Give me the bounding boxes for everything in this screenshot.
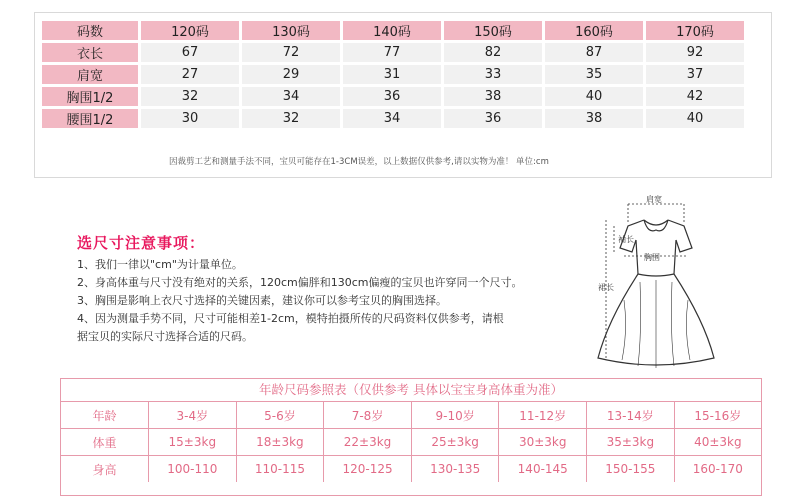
height-cell: 110-115 (236, 456, 324, 483)
note-item: 2、身高体重与尺寸没有绝对的关系，120cm偏胖和130cm偏瘦的宝贝也许穿同一个尺寸。 (77, 276, 523, 289)
height-cell: 140-145 (499, 456, 587, 483)
size-cell: 30 (141, 109, 239, 128)
size-row-label: 肩宽 (42, 65, 138, 84)
size-cell: 31 (343, 65, 441, 84)
size-header-cell: 码数 (42, 21, 138, 40)
age-cell: 13-14岁 (587, 402, 675, 429)
age-row-label: 年龄 (61, 402, 149, 429)
weight-row-label: 体重 (61, 429, 149, 456)
size-disclaimer-note: 因裁剪工艺和测量手法不同，宝贝可能存在1-3CM误差，以上数据仅供参考,请以实物为准！ 单位:cm (169, 157, 549, 167)
dress-measurement-diagram (578, 190, 738, 380)
size-cell: 33 (444, 65, 542, 84)
size-table (39, 18, 747, 131)
size-cell: 38 (444, 87, 542, 106)
size-cell: 40 (545, 87, 643, 106)
age-cell: 15-16岁 (674, 402, 761, 429)
size-cell: 32 (141, 87, 239, 106)
weight-row (61, 429, 761, 456)
shoulder-label: 肩宽 (646, 195, 662, 204)
height-cell: 120-125 (324, 456, 412, 483)
size-cell: 32 (242, 109, 340, 128)
size-chart-panel (34, 12, 772, 178)
weight-cell: 30±3kg (499, 429, 587, 456)
weight-cell: 25±3kg (411, 429, 499, 456)
height-row-label: 身高 (61, 456, 149, 483)
note-item: 3、胸围是影响上衣尺寸选择的关键因素，建议你可以参考宝贝的胸围选择。 (77, 294, 447, 307)
age-cell: 7-8岁 (324, 402, 412, 429)
size-table-row (42, 109, 744, 128)
size-table-row (42, 65, 744, 84)
size-header-cell: 160码 (545, 21, 643, 40)
note-item: 4、因为测量手势不同，尺寸可能相差1-2cm，模特拍摄所传的尺码资料仅供参考，请根 (77, 312, 504, 325)
size-header-cell: 140码 (343, 21, 441, 40)
size-table-row (42, 87, 744, 106)
size-cell: 36 (444, 109, 542, 128)
size-cell: 82 (444, 43, 542, 62)
note-item: 据宝贝的实际尺寸选择合适的尺码。 (77, 330, 253, 343)
size-cell: 37 (646, 65, 744, 84)
notes-title: 选尺寸注意事项： (77, 234, 206, 252)
size-row-label: 腰围1/2 (42, 109, 138, 128)
note-item: 1、我们一律以"cm"为计量单位。 (77, 258, 243, 271)
size-cell: 35 (545, 65, 643, 84)
length-label: 裙长 (598, 283, 614, 292)
size-cell: 77 (343, 43, 441, 62)
height-cell: 160-170 (674, 456, 761, 483)
size-header-cell: 120码 (141, 21, 239, 40)
age-cell: 5-6岁 (236, 402, 324, 429)
size-table-row (42, 43, 744, 62)
notes-list (77, 256, 567, 346)
size-cell: 40 (646, 109, 744, 128)
size-row-label: 胸围1/2 (42, 87, 138, 106)
age-cell: 9-10岁 (411, 402, 499, 429)
size-cell: 34 (242, 87, 340, 106)
weight-cell: 18±3kg (236, 429, 324, 456)
size-cell: 27 (141, 65, 239, 84)
age-cell: 3-4岁 (149, 402, 237, 429)
age-table (61, 402, 761, 482)
size-header-cell: 130码 (242, 21, 340, 40)
size-table-header-row (42, 21, 744, 40)
size-row-label: 衣长 (42, 43, 138, 62)
weight-cell: 22±3kg (324, 429, 412, 456)
size-header-cell: 150码 (444, 21, 542, 40)
age-row (61, 402, 761, 429)
height-row (61, 456, 761, 483)
age-size-reference-panel (60, 378, 762, 496)
height-cell: 130-135 (411, 456, 499, 483)
size-cell: 42 (646, 87, 744, 106)
weight-cell: 35±3kg (587, 429, 675, 456)
age-table-title: 年龄尺码参照表（仅供参考 具体以宝宝身高体重为准） (61, 379, 761, 402)
size-cell: 87 (545, 43, 643, 62)
size-header-cell: 170码 (646, 21, 744, 40)
size-cell: 72 (242, 43, 340, 62)
size-cell: 92 (646, 43, 744, 62)
height-cell: 100-110 (149, 456, 237, 483)
size-cell: 36 (343, 87, 441, 106)
size-cell: 67 (141, 43, 239, 62)
chest-label: 胸围 (644, 253, 660, 262)
height-cell: 150-155 (587, 456, 675, 483)
sleeve-label: 袖长 (618, 235, 634, 244)
size-cell: 34 (343, 109, 441, 128)
size-cell: 29 (242, 65, 340, 84)
weight-cell: 15±3kg (149, 429, 237, 456)
weight-cell: 40±3kg (674, 429, 761, 456)
size-cell: 38 (545, 109, 643, 128)
age-cell: 11-12岁 (499, 402, 587, 429)
